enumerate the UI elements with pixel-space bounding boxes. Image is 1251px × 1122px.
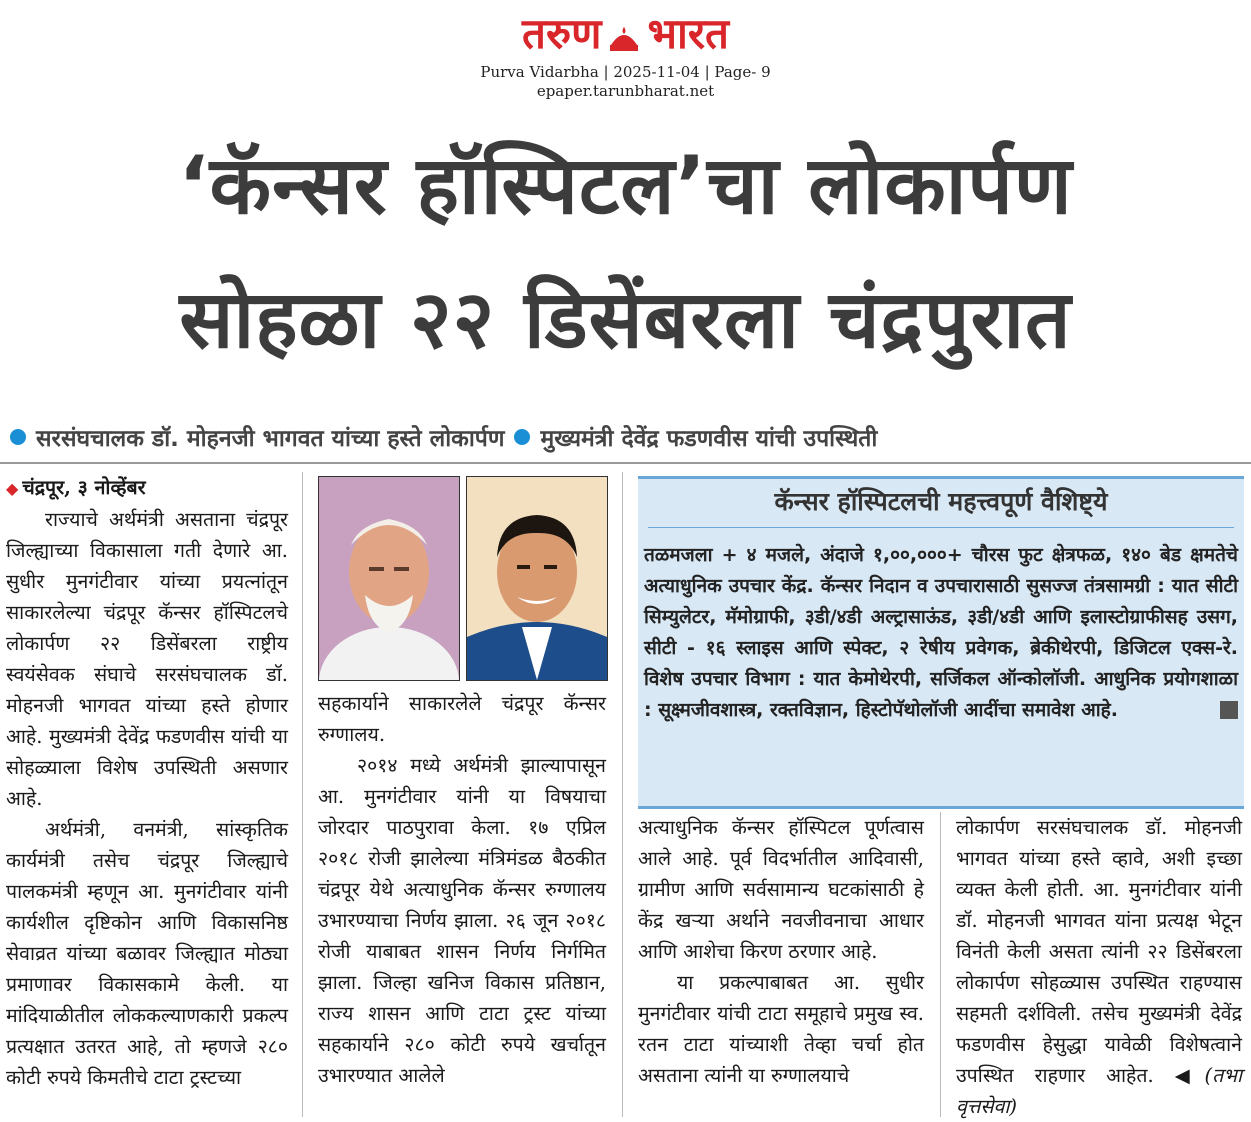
divider bbox=[0, 462, 1251, 464]
paragraph: या प्रकल्पाबाबत आ. सुधीर मुनगंटीवार यांची टाटा समूहाचे प्रमुख स्व. रतन टाटा यांच्याशी तेव्हा चर्चा होत असताना त्यांनी या रुग्णालयाचे bbox=[638, 971, 924, 1087]
paragraph: सहकार्याने साकारलेले चंद्रपूर कॅन्सर रुग्णालय. bbox=[318, 692, 606, 746]
paragraph: २०१४ मध्ये अर्थमंत्री झाल्यापासून आ. मुनगंटीवार यांनी या विषयाचा जोरदार पाठपुरावा केला. १७ एप्रिल २०१८ रोजी झालेल्या मंत्रिमंडळ बैठकीत चंद्रपूर येथे अत्याधुनिक कॅन्सर रुग्णालय उभारण्याचा निर्णय झाला. २६ जून २०१८ रोजी याबाबत शासन निर्णय निर्गमित झाला. जिल्हा खनिज विकास प्रतिष्ठान, राज्य शासन आणि टाटा ट्रस्ट यांच्या सहकार्याने २८० कोटी रुपये खर्चातून उभारण्यात आलेले bbox=[318, 754, 606, 1087]
portrait-photo-bhagwat bbox=[318, 476, 460, 681]
portrait-photo-fadnavis bbox=[466, 476, 608, 681]
edition-meta: Purva Vidarbha | 2025-11-04 | Page- 9 bbox=[480, 63, 771, 81]
features-box-title: कॅन्सर हॉस्पिटलची महत्त्वपूर्ण वैशिष्ट्ये bbox=[774, 487, 1108, 516]
bullet-dot-icon bbox=[514, 429, 530, 445]
logo-text-left: तरुण bbox=[522, 9, 602, 58]
dateline bbox=[6, 472, 288, 504]
paragraph: राज्याचे अर्थमंत्री असताना चंद्रपूर जिल्ह्याच्या विकासाला गती देणारे आ. सुधीर मुनगंटीवार यांच्या प्रयत्नांतून साकारलेल्या चंद्रपूर कॅन्सर हॉस्पिटलचे लोकार्पण २२ डिसेंबरला राष्ट्रीय स्वयंसेवक संघाचे सरसंघचालक डॉ. मोहनजी भागवत यांच्या हस्ते होणार आहे. मुख्यमंत्री देवेंद्र फडणवीस यांची या सोहळ्याला विशेष उपस्थिती असणार आहे. bbox=[6, 508, 288, 810]
masthead bbox=[0, 10, 1251, 100]
paragraph: अर्थमंत्री, वनमंत्री, सांस्कृतिक कार्यमंत्री तसेच चंद्रपूर जिल्ह्याचे पालकमंत्री म्हणून आ. मुनगंटीवार यांनी कार्यशील दृष्टिकोन आणि विकासनिष्ठ सेवाव्रत यांच्या बळावर जिल्ह्यात मोठ्या प्रमाणावर विकासकामे केली. या मांदियाळीतील लोककल्याणकारी प्रकल्प प्रत्यक्षात उतरत आहे, तो म्हणजे २८० कोटी रुपये किमतीचे टाटा ट्रस्टच्या bbox=[6, 818, 288, 1089]
headline-line-2: सोहळा २२ डिसेंबरला चंद्रपुरात bbox=[179, 273, 1072, 366]
dateline-text: चंद्रपूर, ३ नोव्हेंबर bbox=[22, 476, 146, 499]
headline-line-1: ‘कॅन्सर हॉस्पिटल’चा लोकार्पण bbox=[178, 139, 1073, 232]
article-column-4 bbox=[956, 812, 1242, 1122]
column-divider bbox=[302, 472, 303, 1117]
paragraph bbox=[956, 812, 1242, 1122]
subheadline-2: मुख्यमंत्री देवेंद्र फडणवीस यांची उपस्थिती bbox=[540, 426, 878, 452]
features-text: तळमजला + ४ मजले, अंदाजे १,००,०००+ चौरस फुट क्षेत्रफळ, १४० बेड क्षमतेचे अत्याधुनिक उपचार केंद्र. कॅन्सर निदान व उपचारासाठी सुसज्ज तंत्रसामग्री : यात सीटी सिम्युलेटर, मॅमोग्राफी, ३डी/४डी अल्ट्रासाऊंड, ३डी/४डी आणि इलास्टोग्राफीसह उसग, सीटी - १६ स्लाइस आणि स्पेक्ट, २ रेषीय प्रवेगक, ब्रेकीथेरपी, डिजिटल एक्स-रे. विशेष उपचार विभाग : यात केमोथेरपी, सर्जिकल ऑन्कोलॉजी. आधुनिक प्रयोगशाळा : सूक्ष्मजीवशास्त्र, रक्तविज्ञान, हिस्टोपॅथोलॉजी आदींचा समावेश आहे. bbox=[644, 544, 1238, 721]
news-credit: ◀(तभा वृत्तसेवा) bbox=[956, 1064, 1243, 1118]
article-column-1 bbox=[6, 472, 288, 1122]
credit-text: (तभा वृत्तसेवा) bbox=[956, 1064, 1243, 1118]
subheadline-bar bbox=[0, 418, 1251, 456]
divider bbox=[638, 806, 1244, 809]
bullet-dot-icon bbox=[10, 429, 26, 445]
column-divider bbox=[940, 812, 941, 1117]
end-mark-icon bbox=[1220, 701, 1238, 719]
newspaper-logo bbox=[522, 10, 729, 58]
lamp-emblem-icon bbox=[607, 17, 641, 51]
photo-pair bbox=[318, 476, 608, 681]
features-box bbox=[638, 476, 1244, 806]
diamond-icon: ◆ bbox=[6, 479, 19, 498]
column-divider bbox=[622, 472, 623, 1117]
paragraph: अत्याधुनिक कॅन्सर हॉस्पिटल पूर्णत्वास आले आहे. पूर्व विदर्भातील आदिवासी, ग्रामीण आणि सर्वसामान्य घटकांसाठी हे केंद्र खऱ्या अर्थाने नवजीवनाचा आधार आणि आशेचा किरण ठरणार आहे. bbox=[638, 816, 924, 963]
epaper-url[interactable]: epaper.tarunbharat.net bbox=[536, 82, 715, 100]
paragraph-text: लोकार्पण सरसंघचालक डॉ. मोहनजी भागवत यांच्या हस्ते व्हावे, अशी इच्छा व्यक्त केली होती. आ. मुनगंटीवार यांनी डॉ. मोहनजी भागवत यांना प्रत्यक्ष भेटून विनंती केली असता त्यांनी २२ डिसेंबरला लोकार्पण सोहळ्यास उपस्थित राहण्यास सहमती दर्शविली. तसेच मुख्यमंत्री देवेंद्र फडणवीस हेसुद्धा यावेळी विशेषत्वाने उपस्थित राहणार आहेत. bbox=[956, 816, 1242, 1087]
subheadline-1: सरसंघचालक डॉ. मोहनजी भागवत यांच्या हस्ते लोकार्पण bbox=[36, 426, 505, 452]
article-column-3 bbox=[638, 812, 924, 1122]
features-box-body bbox=[638, 528, 1244, 726]
logo-text-right: भारत bbox=[647, 9, 729, 58]
article-column-2 bbox=[318, 688, 606, 1122]
